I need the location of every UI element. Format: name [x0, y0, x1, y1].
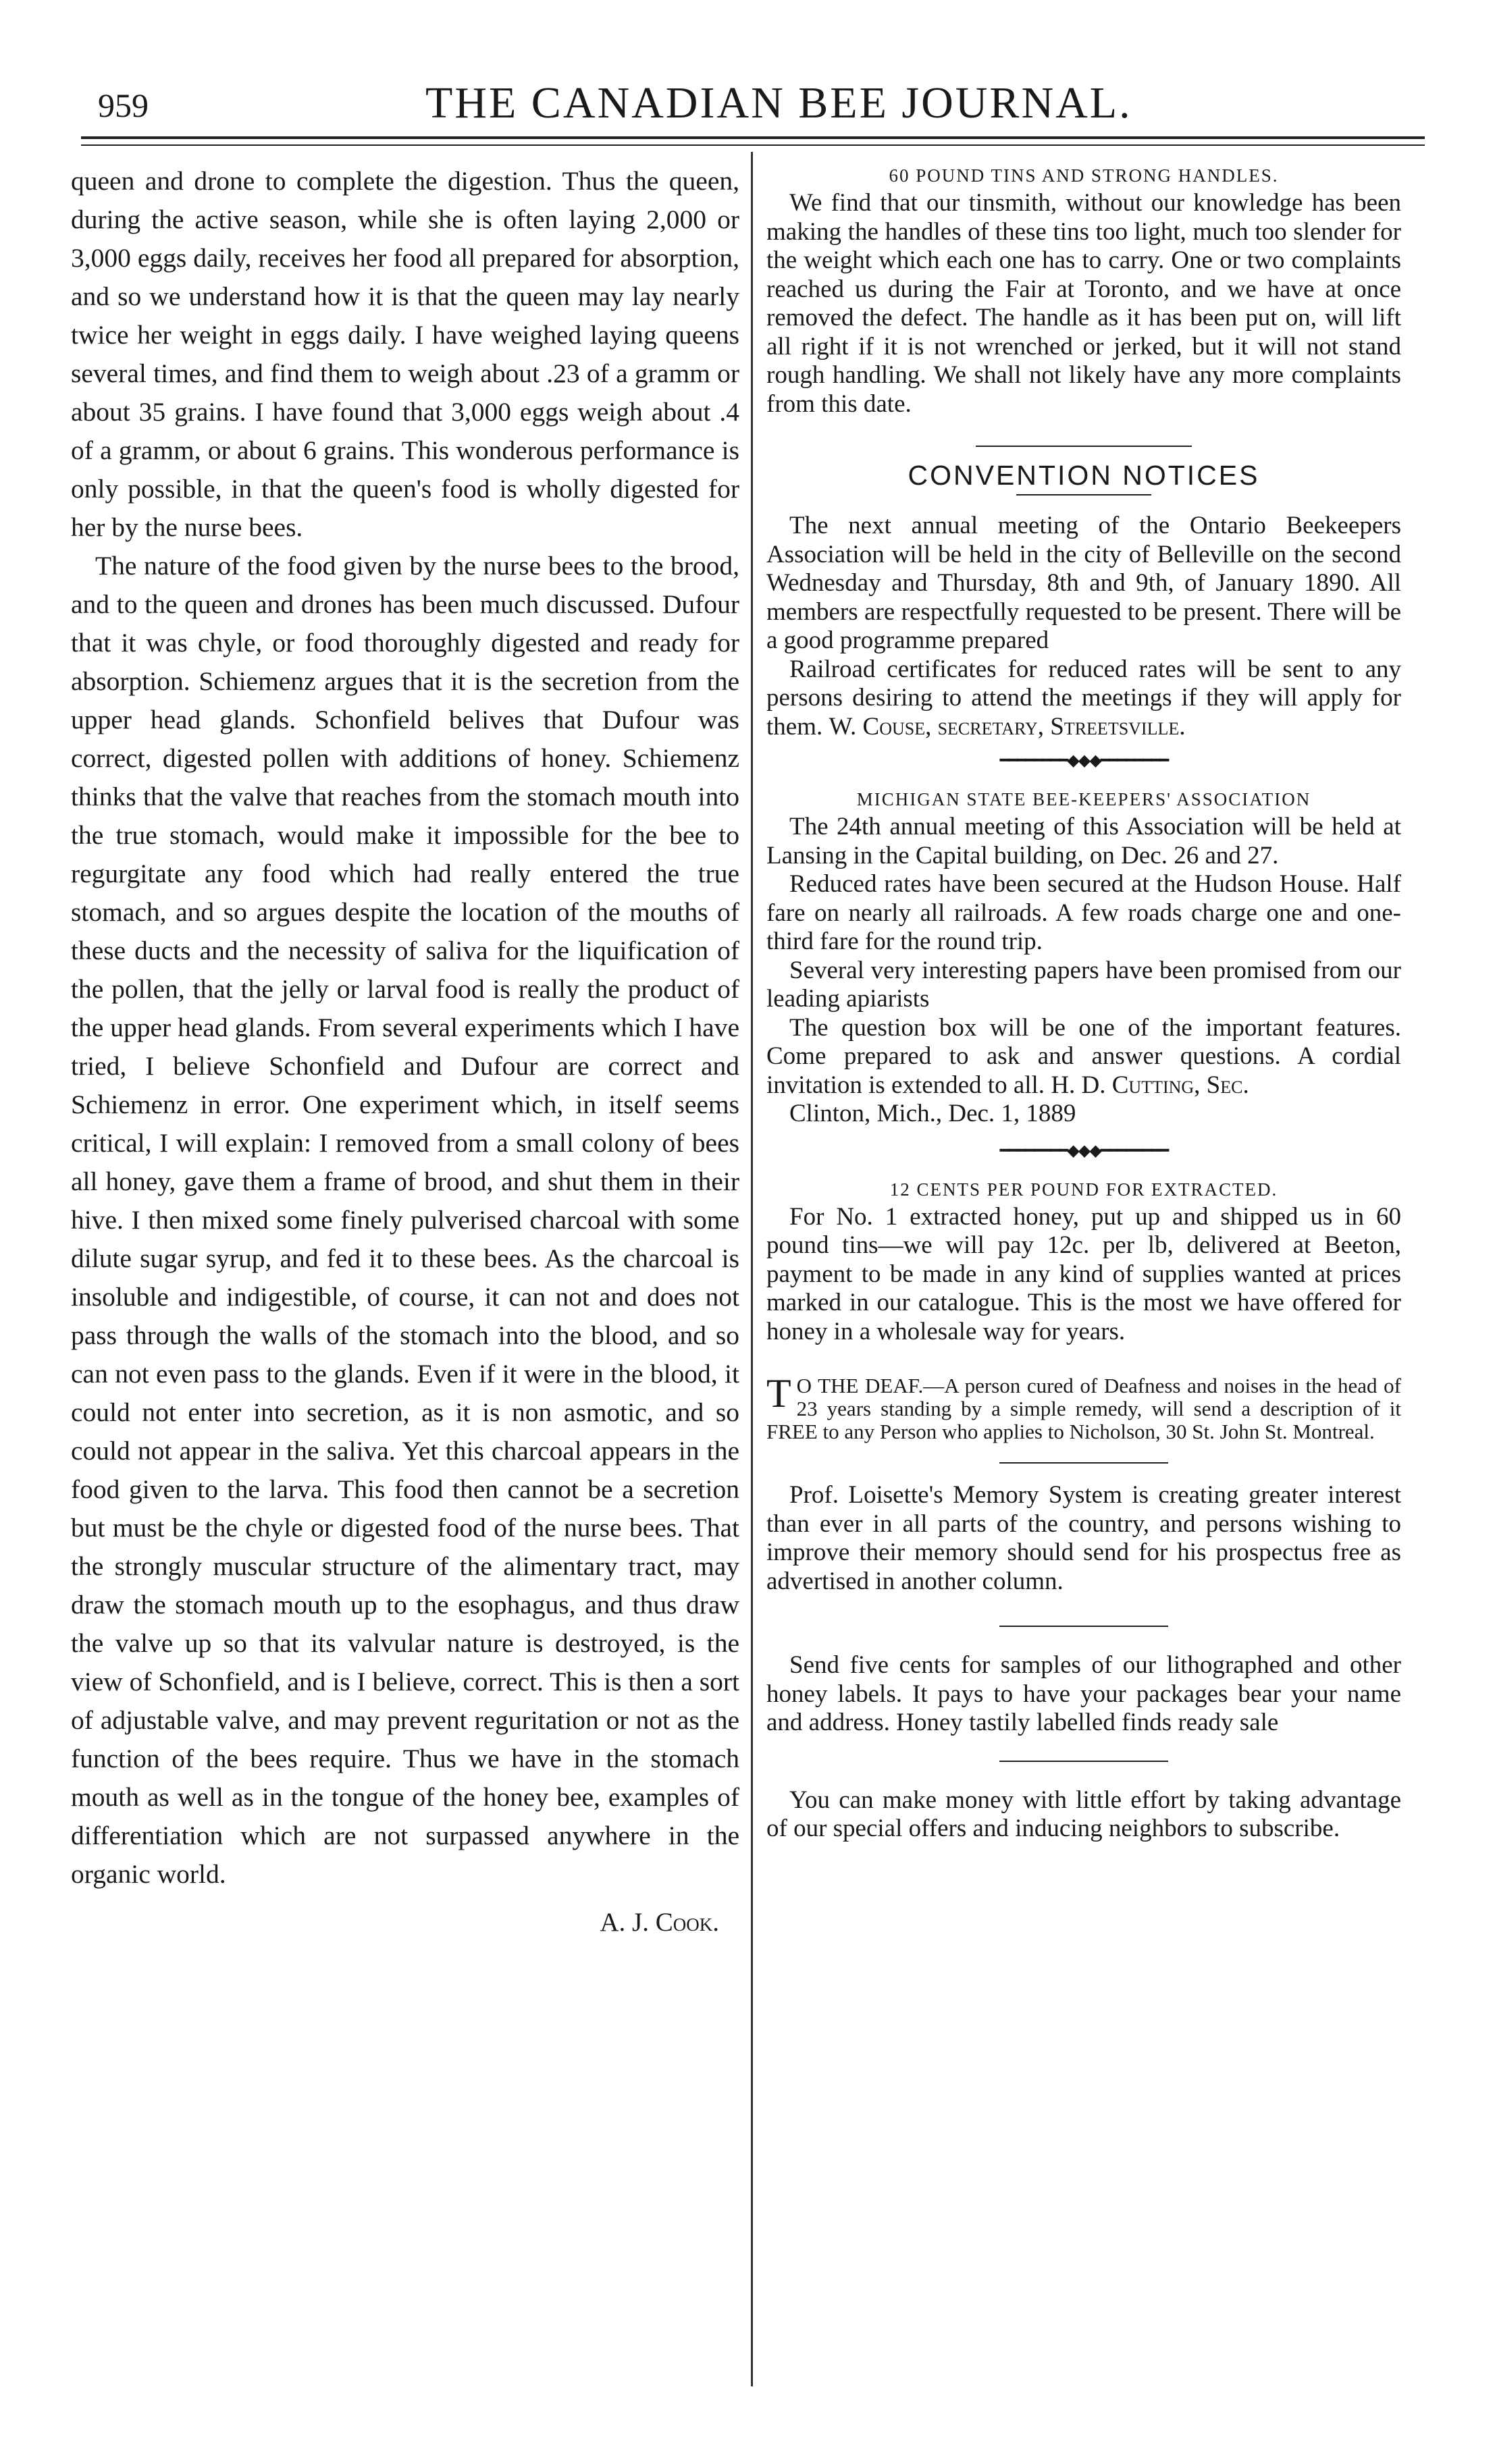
extracted-notice: For No. 1 extracted honey, put up and shipped us in 60 pound tins—we will pay 12c. per lb, delivered at Beeton, payment to be made in any kind of supplies wanted at prices marked in our catalogue. This is the most we have offered for honey in a wholesale way for years.: [766, 1202, 1401, 1345]
article-paragraph: queen and drone to complete the digestion. Thus the queen, during the active season, while she is often laying 2,000 or 3,000 eggs daily, receives her food all prepared for absorption, and so we understand how it is that the queen may lay nearly twice her weight in eggs daily. I have weighed laying queens several times, and find them to weigh about .23 of a gramm or about 35 grains. I have found that 3,000 eggs weigh about .4 of a gramm, or about 6 grains. This wonderous performance is only possible, in that the queen's food is wholly digested for her by the nurse bees.: [71, 166, 739, 542]
deaf-advertisement-text: O THE DEAF.—A person cured of Deafness and noises in the head of 23 years standing by a simple remedy, will send a description of it FREE to any Person who applies to Nicholson, 30 St. John St. Montreal.: [766, 1374, 1401, 1443]
ontario-railroad-text: Railroad certificates for reduced rates will be sent to any persons desiring to attend the meetings if they will apply for them.: [766, 655, 1401, 741]
michigan-notice: Reduced rates have been secured at the Hudson House. Half fare on nearly all railroads. A few roads charge one and one-third fare for the round trip.: [766, 870, 1401, 955]
header-rule-thin: [81, 144, 1425, 146]
michigan-signature: H. D. Cutting, Sec.: [1051, 1071, 1249, 1099]
michigan-question-text: The question box will be one of the important features. Come prepared to ask and answer questions. A cordial invitation is extended to all.: [766, 1013, 1401, 1099]
deaf-advertisement: [766, 1371, 1401, 1443]
tins-notice: We find that our tinsmith, without our knowledge has been making the handles of these tins too light, much too slender for the weight which each one has to carry. One or two complaints reached us during the Fair at Toronto, and we have at once removed the defect. The handle as it has been put on, will lift all right if it is not wrenched or jerked, but it will not stand rough handling. We shall not likely have any more complaints from this date.: [766, 189, 1401, 418]
michigan-notice: [766, 1014, 1401, 1100]
loisette-advertisement: Prof. Loisette's Memory System is creating greater interest than ever in all parts of the country, and persons wishing to improve their memory should send for his prospectus free as advertised in another column.: [766, 1481, 1401, 1595]
ornament-rule: ━━━━━━━━◆◆◆━━━━━━━━: [999, 1142, 1168, 1160]
section-rule: [999, 1761, 1168, 1762]
extracted-heading: 12 CENTS PER POUND FOR EXTRACTED.: [889, 1179, 1278, 1200]
article-signature: A. J. Cook.: [600, 1908, 719, 1937]
journal-title: THE CANADIAN BEE JOURNAL.: [425, 78, 1132, 128]
ontario-signature: W. Couse, secretary, Streetsville.: [829, 712, 1186, 741]
section-rule: [1016, 494, 1151, 496]
ontario-notice: The next annual meeting of the Ontario Beekeepers Association will be held in the city of Belleville on the second Wednesday and Thursday, 8th and 9th, of January 1890. All members are respectfully requested to be present. There will be a good programme prepared: [766, 512, 1401, 654]
michigan-notice: Several very interesting papers have been promised from our leading apiarists: [766, 956, 1401, 1013]
labels-advertisement: Send five cents for samples of our lithographed and other honey labels. It pays to have your packages bear your name and address. Honey tastily labelled finds ready sale: [766, 1651, 1401, 1736]
ontario-notice: [766, 655, 1401, 742]
michigan-notice: The 24th annual meeting of this Association will be held at Lansing in the Capital building, on Dec. 26 and 27.: [766, 813, 1401, 869]
right-column: [766, 162, 1401, 1844]
page-header: [81, 71, 1425, 138]
michigan-heading: MICHIGAN STATE BEE-KEEPERS' ASSOCIATION: [856, 789, 1311, 809]
article-paragraph: The nature of the food given by the nurse bees to the brood, and to the queen and drones has been much discussed. Dufour that it was chyle, or food thoroughly digested and ready for absorption. Schiemenz argues that it is the secretion from the upper head glands. Schonfield belives that Dufour was correct, digested pollen with additions of honey. Schiemenz thinks that the valve that reaches from the stomach mouth into the true stomach, would make it impossible for the bee to regurgitate any food which had really entered the true stomach, and so argues despite the location of the mouths of these ducts and the necessity of saliva for the liquification of the pollen, that the jelly or larval food is really the product of the upper head glands. From several experiments which I have tried, I believe Schonfield and Dufour are correct and Schiemenz in error. One experiment which, in itself seems critical, I will explain: I removed from a small colony of bees all honey, gave them a frame of brood, and shut them in their hive. I then mixed some finely pulverised charcoal with some dilute sugar syrup, and fed it to these bees. As the charcoal is insoluble and indigestible, of course, it can not and does not pass through the walls of the stomach into the blood, and so can not even pass to the glands. Even if it were in the blood, it could not enter into secretion, as it is non asmotic, and so could not appear in the saliva. Yet this charcoal appears in the food given to the larva. This food then cannot be a secretion but must be the chyle or digested food of the nurse bees. That the strongly muscular structure of the alimentary tract, may draw the stomach mouth up to the esophagus, and thus draw the valve up so that its valvular nature is destroyed, is the view of Schonfield, and is I believe, correct. This is then a sort of adjustable valve, and may prevent reguritation or not as the function of the bees require. Thus we have in the stomach mouth as well as in the tongue of the honey bee, examples of differentiation which are not surpassed anywhere in the organic world.: [71, 551, 739, 1889]
michigan-place-date: Clinton, Mich., Dec. 1, 1889: [789, 1100, 1076, 1127]
subscription-advertisement: You can make money with little effort by taking advantage of our special offers and inducing neighbors to subscribe.: [766, 1786, 1401, 1842]
header-rule-thick: [81, 136, 1425, 139]
section-rule: [999, 1462, 1168, 1464]
left-column: [71, 162, 739, 1937]
drop-cap: T: [766, 1371, 791, 1416]
page-number: 959: [98, 86, 149, 124]
convention-heading: CONVENTION NOTICES: [908, 460, 1260, 491]
tins-heading: 60 POUND TINS AND STRONG HANDLES.: [889, 165, 1279, 186]
section-rule: [976, 446, 1192, 447]
ornament-rule: ━━━━━━━━◆◆◆━━━━━━━━: [999, 752, 1168, 770]
column-divider: [751, 152, 753, 2386]
section-rule: [999, 1626, 1168, 1627]
